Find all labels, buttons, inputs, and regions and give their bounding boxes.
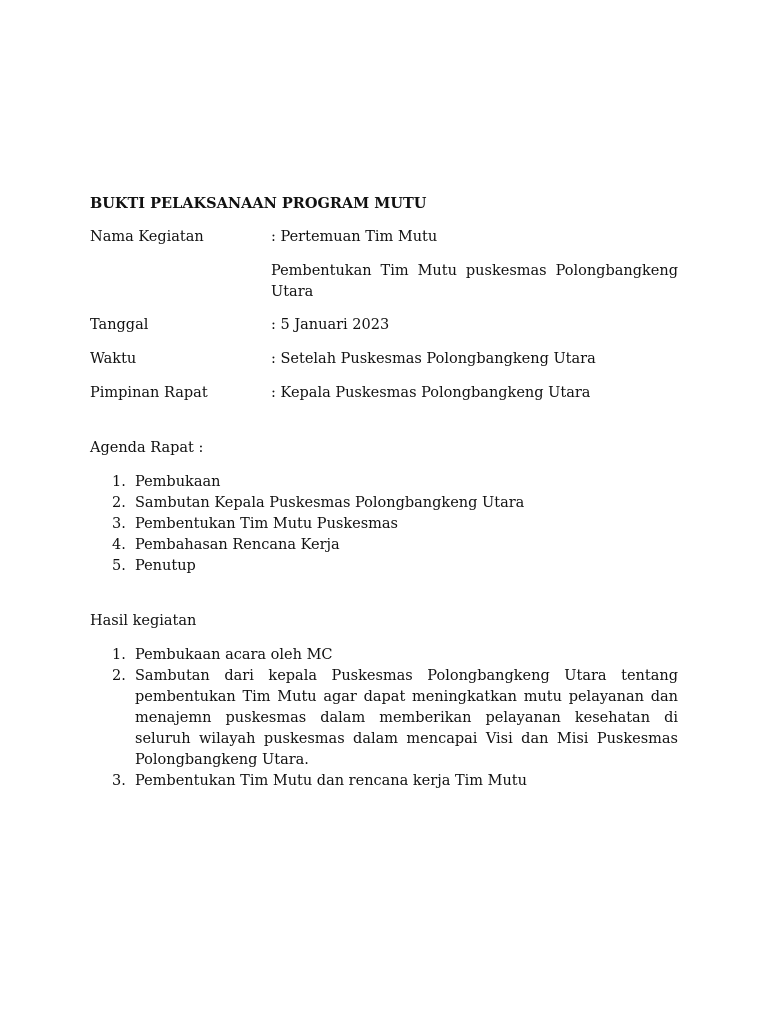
hasil-list (90, 645, 678, 792)
list-text: Pembentukan Tim Mutu dan rencana kerja Tim Mutu (135, 773, 527, 789)
list-text: Pembahasan Rencana Kerja (135, 537, 340, 553)
list-number: 3. (112, 516, 126, 532)
list-text: Sambutan dari kepala Puskesmas Polongbangkeng Utara tentang pembentukan Tim Mutu agar dapat meningkatkan mutu pelayanan dan menajemn puskesmas dalam memberikan pelayanan kesehatan di seluruh wilayah puskesmas dalam mencapai Visi dan Misi Puskesmas Polongbangkeng Utara. (135, 668, 678, 768)
field-label: Nama Kegiatan (90, 229, 204, 245)
list-text: Pembentukan Tim Mutu Puskesmas (135, 516, 398, 532)
field-nama-kegiatan (90, 227, 678, 248)
field-pimpinan-rapat (90, 383, 678, 404)
field-nama-kegiatan-detail (90, 261, 678, 303)
list-number: 1. (112, 647, 126, 663)
list-item (112, 472, 678, 493)
agenda-heading: Agenda Rapat : (90, 440, 204, 456)
agenda-list (90, 472, 678, 577)
list-item (112, 514, 678, 535)
list-item (112, 645, 678, 666)
field-label: Tanggal (90, 317, 149, 333)
list-item (112, 556, 678, 577)
field-value: : Kepala Puskesmas Polongbangkeng Utara (271, 385, 591, 401)
field-tanggal (90, 315, 678, 336)
document-page (90, 193, 678, 792)
field-value: Pembentukan Tim Mutu puskesmas Polongbangkeng Utara (271, 263, 678, 300)
list-number: 2. (112, 668, 126, 684)
list-number: 4. (112, 537, 126, 553)
list-text: Penutup (135, 558, 196, 574)
field-value: : 5 Januari 2023 (271, 317, 390, 333)
list-text: Pembukaan (135, 474, 221, 490)
field-label: Pimpinan Rapat (90, 385, 208, 401)
list-text: Pembukaan acara oleh MC (135, 647, 333, 663)
field-label: Waktu (90, 351, 137, 367)
list-item (112, 771, 678, 792)
list-number: 5. (112, 558, 126, 574)
field-value: : Setelah Puskesmas Polongbangkeng Utara (271, 351, 596, 367)
list-item (112, 666, 678, 771)
list-item (112, 535, 678, 556)
list-item (112, 493, 678, 514)
list-number: 1. (112, 474, 126, 490)
hasil-heading: Hasil kegiatan (90, 613, 197, 629)
document-title: BUKTI PELAKSANAAN PROGRAM MUTU (90, 195, 427, 212)
list-text: Sambutan Kepala Puskesmas Polongbangkeng Utara (135, 495, 525, 511)
list-number: 3. (112, 773, 126, 789)
list-number: 2. (112, 495, 126, 511)
field-waktu (90, 349, 678, 370)
field-value: : Pertemuan Tim Mutu (271, 229, 438, 245)
field-label (90, 261, 271, 303)
